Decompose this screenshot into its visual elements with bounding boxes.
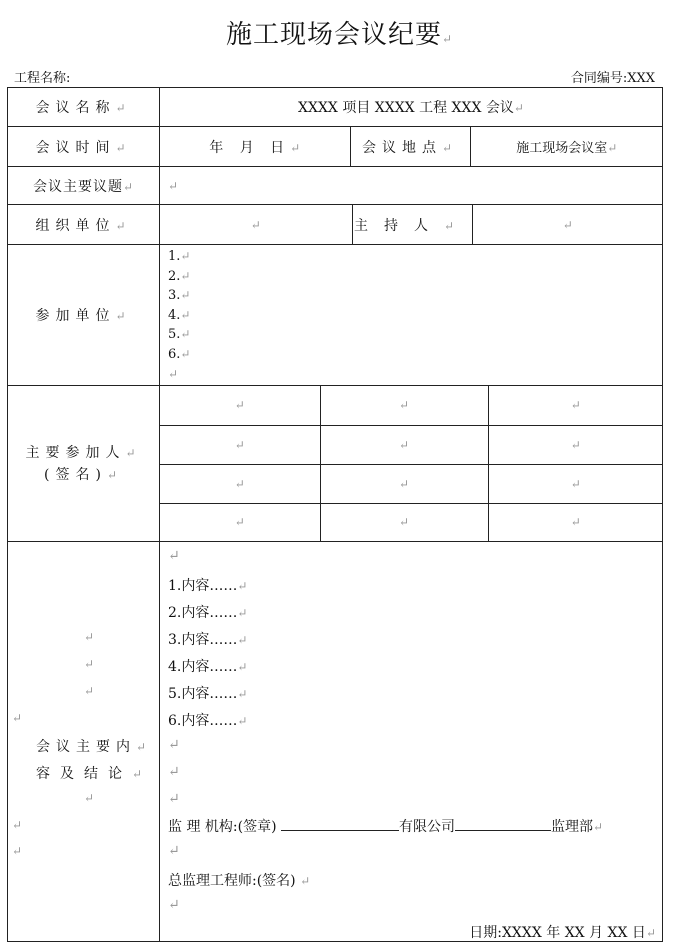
signature-cell[interactable]: ↵ <box>488 503 663 541</box>
signature-cell[interactable]: ↵ <box>320 503 488 541</box>
signature-grid <box>160 386 663 541</box>
signature-cell[interactable]: ↵ <box>320 386 488 425</box>
list-item: 5.内容……↵ <box>168 686 248 702</box>
dept-blank[interactable] <box>455 816 551 831</box>
date-line[interactable]: 日期:XXXX 年 XX 月 XX 日↵ <box>469 925 656 941</box>
list-item: 4.内容……↵ <box>168 659 248 675</box>
signature-cell[interactable]: ↵ <box>488 386 663 425</box>
list-item: 5.↵ <box>168 327 191 343</box>
content-label-cell: ↵ ↵ ↵ ↵ 会议主要内↵ 容及结论↵ ↵ ↵ ↵ <box>8 542 160 942</box>
list-item: 3.↵ <box>168 288 191 304</box>
list-item: 4.↵ <box>168 307 191 323</box>
company-label: 有限公司 <box>399 819 455 835</box>
supervisor-label: 监 理 机构:(签章) <box>168 819 277 835</box>
main-topic-value[interactable]: ↵ <box>160 167 663 205</box>
signature-cell[interactable]: ↵ <box>320 425 488 464</box>
contract-number-label: 合同编号:XXX <box>570 71 655 86</box>
content-label-line2: 容及结论↵ <box>36 766 153 782</box>
signatures-label: 主要参加人↵ (签名)↵ <box>8 386 160 542</box>
organizer-label: 组织单位↵ <box>8 205 160 245</box>
list-item: 6.↵ <box>168 346 191 362</box>
signature-cell[interactable]: ↵ <box>160 425 320 464</box>
meeting-time-label: 会议时间↵ <box>8 127 160 167</box>
list-item: 1.↵ <box>168 249 191 264</box>
meeting-minutes-form <box>7 87 663 942</box>
meeting-name-label: 会议名称↵ <box>8 88 160 127</box>
supervisor-line[interactable]: 监 理 机构:(签章) 有限公司 监理部↵ <box>168 816 603 836</box>
signature-cell[interactable]: ↵ <box>488 425 663 464</box>
participating-units-label: 参加单位↵ <box>8 245 160 386</box>
page-title: 施工现场会议纪要↵ <box>225 20 454 50</box>
signature-cell[interactable]: ↵ <box>160 503 320 541</box>
participating-units-list[interactable]: 1.↵ 2.↵ 3.↵ 4.↵ 5.↵ 6.↵ ↵ <box>160 245 663 386</box>
content-area[interactable]: ↵ 1.内容……↵ 2.内容……↵ 3.内容……↵ 4.内容……↵ 5.内容……↵ 6.内容……↵ ↵ ↵ ↵ 监 理 机构:(签章) 有限公司 监理部↵ ↵ 总监理工程师:(签名) ↵ ↵ 日期:XXXX 年 XX 月 XX 日↵ <box>160 542 663 942</box>
meeting-place-label: 会议地点↵ <box>350 127 470 166</box>
signature-cell[interactable]: ↵ <box>160 464 320 503</box>
content-label-line1: 会议主要内↵ <box>36 739 153 755</box>
meeting-date-value[interactable]: 年 月 日↵ <box>160 127 350 166</box>
chief-supervisor-line[interactable]: 总监理工程师:(签名) ↵ <box>168 873 311 889</box>
list-item: 2.内容……↵ <box>168 605 248 621</box>
main-topic-label: 会议主要议题↵ <box>8 167 160 205</box>
list-item: 6.内容……↵ <box>168 713 248 729</box>
meeting-place-value[interactable]: 施工现场会议室↵ <box>470 127 663 166</box>
signature-cell[interactable]: ↵ <box>488 464 663 503</box>
list-item: 2.↵ <box>168 268 191 284</box>
list-item: 1.内容……↵ <box>168 578 248 594</box>
host-value[interactable]: ↵ <box>472 205 663 244</box>
project-name-label: 工程名称: <box>14 71 71 86</box>
signature-cell[interactable]: ↵ <box>160 386 320 425</box>
signature-cell[interactable]: ↵ <box>320 464 488 503</box>
supervisor-seal-blank[interactable] <box>281 816 399 831</box>
host-label: 主持人↵ <box>352 205 472 244</box>
organizer-value[interactable]: ↵ <box>160 205 352 244</box>
dept-label: 监理部 <box>551 819 593 835</box>
meeting-name-value[interactable]: XXXX 项目 XXXX 工程 XXX 会议↵ <box>160 88 663 127</box>
list-item: 3.内容……↵ <box>168 632 248 648</box>
